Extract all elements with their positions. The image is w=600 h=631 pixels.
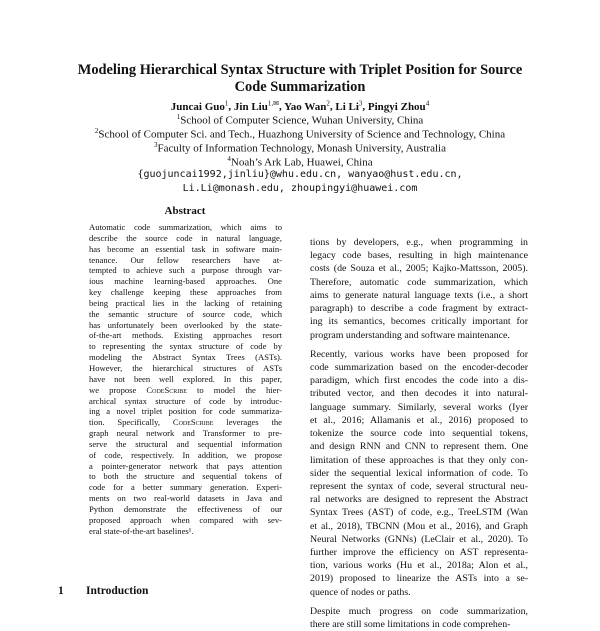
title-line-1: Modeling Hierarchical Syntax Structure with Triplet Position for Source [77,62,523,78]
text-line: and design RNN and CNN to represent them. One [310,441,528,453]
text-line: has unfortunately been overlooked by the state- [89,319,282,330]
text-line: have not been well explored. In this paper, [89,373,282,384]
text-line: graph neural network and Transformer to pre- [89,428,282,439]
method-name: CodeScribe [146,384,187,395]
text-line: tempted to achieve such a purpose through var- [89,265,282,276]
text-line: ing a novel triplet position for code summariza- [89,406,282,417]
text-line: key challenge keeping these approaches from [89,287,282,298]
text-line: describe the source code in natural language, [89,232,282,243]
text-line: paragraph) to describe a code fragment by extract- [310,303,528,315]
text-line: code for a better summary generation. Experi- [89,482,282,493]
text-line: proposed approach when compared with sev- [89,514,282,525]
text-line: ing its semantics, becomes critically important for [310,316,528,328]
affiliation: $^1$School of Computer Science, Wuhan University, China [176,113,424,127]
text-line: tions by developers, e.g., when programming in [310,237,528,248]
paper-title [60,62,540,96]
text-line: aims to generate natural language texts (i.e., a short [310,289,528,301]
text-line: limitation of these approaches is that they only con- [310,454,528,466]
title-line-2: Code Summarization [234,79,366,95]
text-line: et al., 2018), TBCNN (Mou et al., 2016), and Graph [310,520,528,532]
text-line: Neural Networks (GNNs) (LeClair et al., 2020). To [310,533,528,545]
text-line: has become an essential task in software main- [89,243,282,254]
affiliation: $^3$Faculty of Information Technology, Monash University, Australia [154,141,446,155]
author-list: Juncai Guo$^1$, Jin Liu$^{1,✉}$, Yao Wan$^2$, Li Li$^3$, Pingyi Zhou$^4$ [170,99,430,113]
email-line: Li.Li@monash.edu, zhoupingyi@huawei.com [182,183,418,194]
text-line: of-the-art methods. Existing approaches resort [89,330,282,341]
section-number: 1 [58,585,64,597]
text-line: of code, respectively. In addition, we propose [89,449,282,460]
text-line: Python demonstrate the effectiveness of our [89,503,282,514]
text-line: code summarization based on the encoder-decoder [310,361,528,373]
affiliation: $^2$School of Computer Sci. and Tech., Huazhong University of Science and Technology, China [94,127,506,141]
text-line: program understanding and software maintenance. [310,329,510,341]
author: Juncai Guo$^1$ [170,99,229,113]
text-line: ious machine learning-based approaches. One [89,276,282,287]
text-line: eral state-of-the-art baselines¹. [89,525,194,536]
text-line: paradigm, which first encodes the code into a dis- [310,375,528,387]
text-line: a pointer-generator network that pays attention [89,460,282,471]
text-line: costs (de Souza et al., 2005; Kajko-Mattsson, 2005). [310,263,528,275]
text-line: et al., 2016; Allamanis et al., 2016) proposed to [310,414,528,426]
author: Li Li$^3$ [335,99,363,113]
text-line: quence of nodes or paths. [310,586,411,598]
text-line: Despite much progress on code summarization, [310,605,528,617]
text-line: to representing the syntax structure of code by [89,341,282,352]
text-line: legacy code bases, resulting in high maintenance [310,250,528,262]
text-line: we propose CodeScribe to model the hier- [89,384,282,395]
text-line: sider the sequential lexical information of code. To [310,467,528,479]
text-line: the semantic structure of source code, which [89,308,282,319]
text-line: being practical lies in the lacking of retaining [89,297,282,308]
text-line: represent the syntax of code, several structural neu- [310,480,528,492]
text-line: ral networks are designed to represent the Abstract [310,494,528,506]
email-line: {guojuncai1992,jinliu}@whu.edu.cn, wanyao@hust.edu.cn, [137,169,463,180]
author: Jin Liu$^{1,✉}$ [233,99,279,113]
body-text-right-column [310,236,528,631]
text-line: further improve the efficiency on AST representa- [310,547,528,559]
author: Yao Wan$^2$ [284,99,330,113]
text-line: to both the structure and sequential tokens of [89,471,282,482]
abstract-text [89,222,282,536]
text-line: Automatic code summarization, which aims to [89,222,282,232]
text-line: tenance. Our fellow researchers have at- [89,254,282,265]
text-line: tokenize the source code into sequential tokens, [310,428,528,440]
text-line: ments on two real-world datasets in Java and [89,493,282,504]
author: Pingyi Zhou$^4$ [367,99,430,113]
text-line: 2019) proposed to linearize the ASTs into a se- [310,573,528,585]
text-line: Therefore, automatic code summarization, which [310,276,528,288]
text-line: Syntax Trees (AST) of code, e.g., TreeLSTM (Wan [310,507,528,519]
section-heading [58,585,148,597]
method-name: CodeScribe [172,417,214,428]
text-line: tion. Specifically, CodeScribe leverages the [89,417,282,428]
text-line: there are still some limitations in code comprehen- [310,619,511,631]
text-line: However, the hierarchical structures of ASTs [89,362,282,373]
text-line: serve the structural and sequential information [89,438,282,449]
affiliation: $^4$Noah’s Ark Lab, Huawei, China [227,155,373,169]
text-line: language summary. Similarly, several works (Iyer [310,401,528,413]
text-line: Recently, various works have been proposed for [310,348,528,360]
text-line: tion, various works (Hu et al., 2018a; Alon et al., [310,560,528,572]
text-line: tributed vector, and then decodes it into natural- [310,388,528,400]
text-line: modeling the Abstract Syntax Trees (ASTs). [89,352,282,363]
abstract-heading: Abstract [164,205,206,217]
section-title: Introduction [86,585,149,597]
text-line: archical syntax structure of code by introduc- [89,395,282,406]
